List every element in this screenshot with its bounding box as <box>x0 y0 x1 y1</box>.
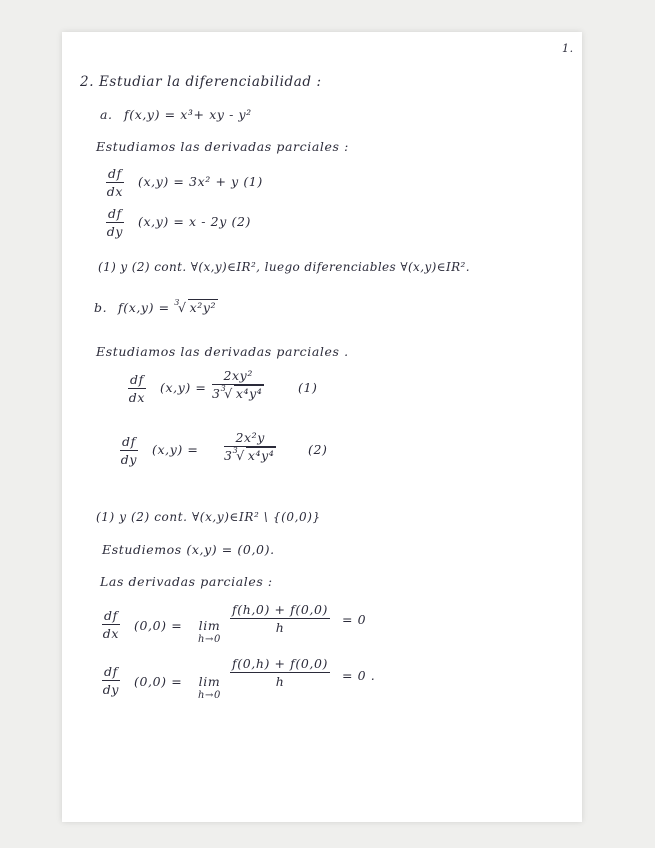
lim-subscript: h→0 <box>198 690 221 701</box>
frac-numerator: df <box>104 664 118 679</box>
frac-numerator: f(0,h) + f(0,0) <box>232 656 329 671</box>
part-b-dfdx-rhs-fraction <box>212 368 264 401</box>
function-lhs: f(x,y) = <box>118 300 170 315</box>
frac-numerator: df <box>122 434 136 449</box>
frac-denominator: dx <box>106 184 124 199</box>
cube-root: $^3$√ x²y² <box>174 298 217 315</box>
cube-root: $^3$√ x⁴y⁴ <box>232 446 275 463</box>
radicand: x⁴y⁴ <box>247 448 275 463</box>
part-a-label: a. <box>100 107 113 122</box>
coefficient: 3 <box>224 448 233 463</box>
part-a-dfdy-expression: (x,y) = x - 2y (2) <box>138 214 251 229</box>
part-b-function <box>118 300 218 315</box>
lim-word: lim <box>198 618 221 633</box>
lim1-quotient <box>230 602 330 635</box>
lim1-operator <box>198 618 221 645</box>
exercise-heading: 2. Estudiar la diferenciabilidad : <box>80 74 322 90</box>
frac-denominator: dy <box>102 682 120 697</box>
lim2-result: = 0 . <box>342 668 376 683</box>
part-b-dfdy-tag: (2) <box>308 442 328 457</box>
part-b-study-point: Estudiemos (x,y) = (0,0). <box>102 542 275 557</box>
part-b-dfdy-args: (x,y) = <box>152 442 199 457</box>
page-number: 1. <box>562 42 574 55</box>
frac-denominator: h <box>275 674 285 689</box>
lim2-quotient <box>230 656 330 689</box>
frac-denominator: h <box>275 620 285 635</box>
part-b-dfdx-args: (x,y) = <box>160 380 207 395</box>
frac-numerator: df <box>104 608 118 623</box>
part-a-conclusion: (1) y (2) cont. ∀(x,y)∈IR², luego diferenciables ∀(x,y)∈IR². <box>98 260 470 274</box>
coefficient: 3 <box>212 386 221 401</box>
frac-numerator: df <box>108 166 122 181</box>
part-a-dfdy-fraction <box>106 206 124 239</box>
frac-numerator: df <box>130 372 144 387</box>
frac-denominator: dx <box>102 626 120 641</box>
lim-subscript: h→0 <box>198 634 221 645</box>
frac-numerator: 2x²y <box>235 430 265 445</box>
frac-denominator: dy <box>106 224 124 239</box>
lim1-args: (0,0) = <box>134 618 183 633</box>
part-b-intro: Estudiamos las derivadas parciales . <box>96 344 349 359</box>
part-b-label: b. <box>94 300 108 315</box>
part-b-partials-intro: Las derivadas parciales : <box>100 574 273 589</box>
part-a-dfdx-fraction <box>106 166 124 199</box>
part-a-dfdx-expression: (x,y) = 3x² + y (1) <box>138 174 263 189</box>
frac-denominator: dx <box>128 390 146 405</box>
frac-denominator: dy <box>120 452 138 467</box>
frac-numerator: f(h,0) + f(0,0) <box>232 602 329 617</box>
part-a-intro: Estudiamos las derivadas parciales : <box>96 139 349 154</box>
frac-denominator <box>212 385 264 401</box>
root-index: 3 <box>174 298 180 307</box>
part-b-dfdx-fraction <box>128 372 146 405</box>
notebook-page <box>62 32 582 822</box>
lim-word: lim <box>198 674 221 689</box>
cube-root: $^3$√ x⁴y⁴ <box>220 384 263 401</box>
lim1-result: = 0 <box>342 612 367 627</box>
part-b-dfdy-fraction <box>120 434 138 467</box>
lim2-lhs-fraction <box>102 664 120 697</box>
frac-denominator <box>224 447 276 463</box>
part-b-continuity: (1) y (2) cont. ∀(x,y)∈IR² \ {(0,0)} <box>96 510 321 524</box>
frac-numerator: df <box>108 206 122 221</box>
frac-numerator: 2xy² <box>223 368 253 383</box>
lim2-args: (0,0) = <box>134 674 183 689</box>
lim2-operator <box>198 674 221 701</box>
lim1-lhs-fraction <box>102 608 120 641</box>
radicand: x⁴y⁴ <box>235 386 263 401</box>
root-index: 3 <box>232 446 239 455</box>
part-b-dfdx-tag: (1) <box>298 380 318 395</box>
root-index: 3 <box>220 384 227 393</box>
part-a-function: f(x,y) = x³+ xy - y² <box>124 107 252 122</box>
radicand: x²y² <box>189 300 217 315</box>
part-b-dfdy-rhs-fraction <box>224 430 276 463</box>
